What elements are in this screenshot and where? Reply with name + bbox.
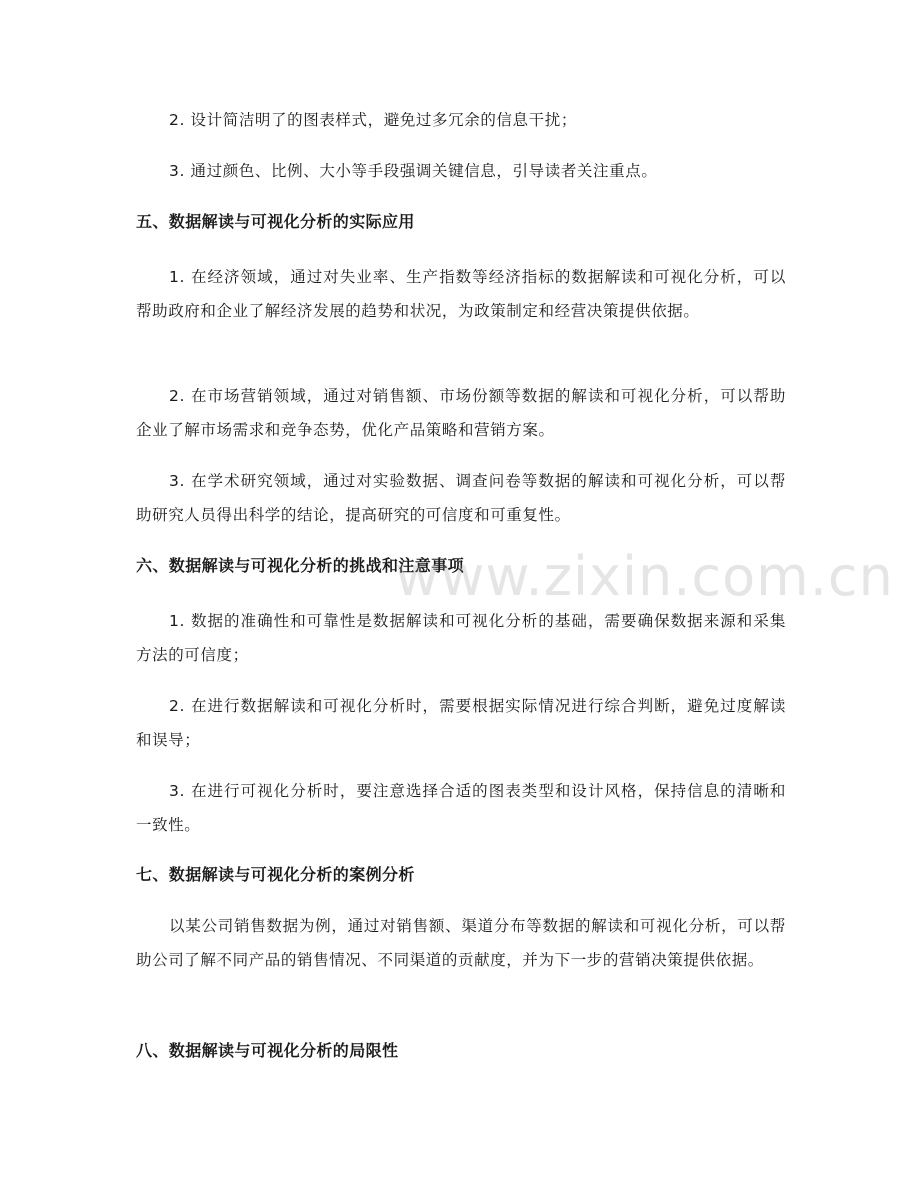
paragraph-marketing: 2. 在市场营销领域，通过对销售额、市场份额等数据的解读和可视化分析，可以帮助企业了解市场需求和竞争态势，优化产品策略和营销方案。 bbox=[136, 387, 786, 439]
section-heading-7: 七、数据解读与可视化分析的案例分析 bbox=[136, 865, 415, 884]
paragraph-economy: 1. 在经济领域，通过对失业率、生产指数等经济指标的数据解读和可视化分析，可以帮助政府和企业了解经济发展的趋势和状况，为政策制定和经营决策提供依据。 bbox=[136, 268, 786, 320]
paragraph-design-style: 2. 设计简洁明了的图表样式，避免过多冗余的信息干扰； bbox=[169, 111, 577, 129]
paragraph-chart-type: 3. 在进行可视化分析时，要注意选择合适的图表类型和设计风格，保持信息的清晰和一致性。 bbox=[136, 782, 786, 834]
section-heading-5: 五、数据解读与可视化分析的实际应用 bbox=[136, 212, 415, 231]
paragraph-emphasis: 3. 通过颜色、比例、大小等手段强调关键信息，引导读者关注重点。 bbox=[169, 162, 658, 180]
paragraph-academic: 3. 在学术研究领域，通过对实验数据、调查问卷等数据的解读和可视化分析，可以帮助研究人员得出科学的结论，提高研究的可信度和可重复性。 bbox=[136, 472, 786, 524]
watermark-text: www.zixin.com.cn bbox=[395, 545, 894, 608]
paragraph-accuracy: 1. 数据的准确性和可靠性是数据解读和可视化分析的基础，需要确保数据来源和采集方法的可信度； bbox=[136, 612, 786, 664]
section-heading-8: 八、数据解读与可视化分析的局限性 bbox=[136, 1041, 399, 1060]
paragraph-case-study: 以某公司销售数据为例，通过对销售额、渠道分布等数据的解读和可视化分析，可以帮助公司了解不同产品的销售情况、不同渠道的贡献度，并为下一步的营销决策提供依据。 bbox=[136, 917, 786, 969]
section-heading-6: 六、数据解读与可视化分析的挑战和注意事项 bbox=[136, 556, 465, 575]
paragraph-judgement: 2. 在进行数据解读和可视化分析时，需要根据实际情况进行综合判断，避免过度解读和误导； bbox=[136, 697, 786, 749]
